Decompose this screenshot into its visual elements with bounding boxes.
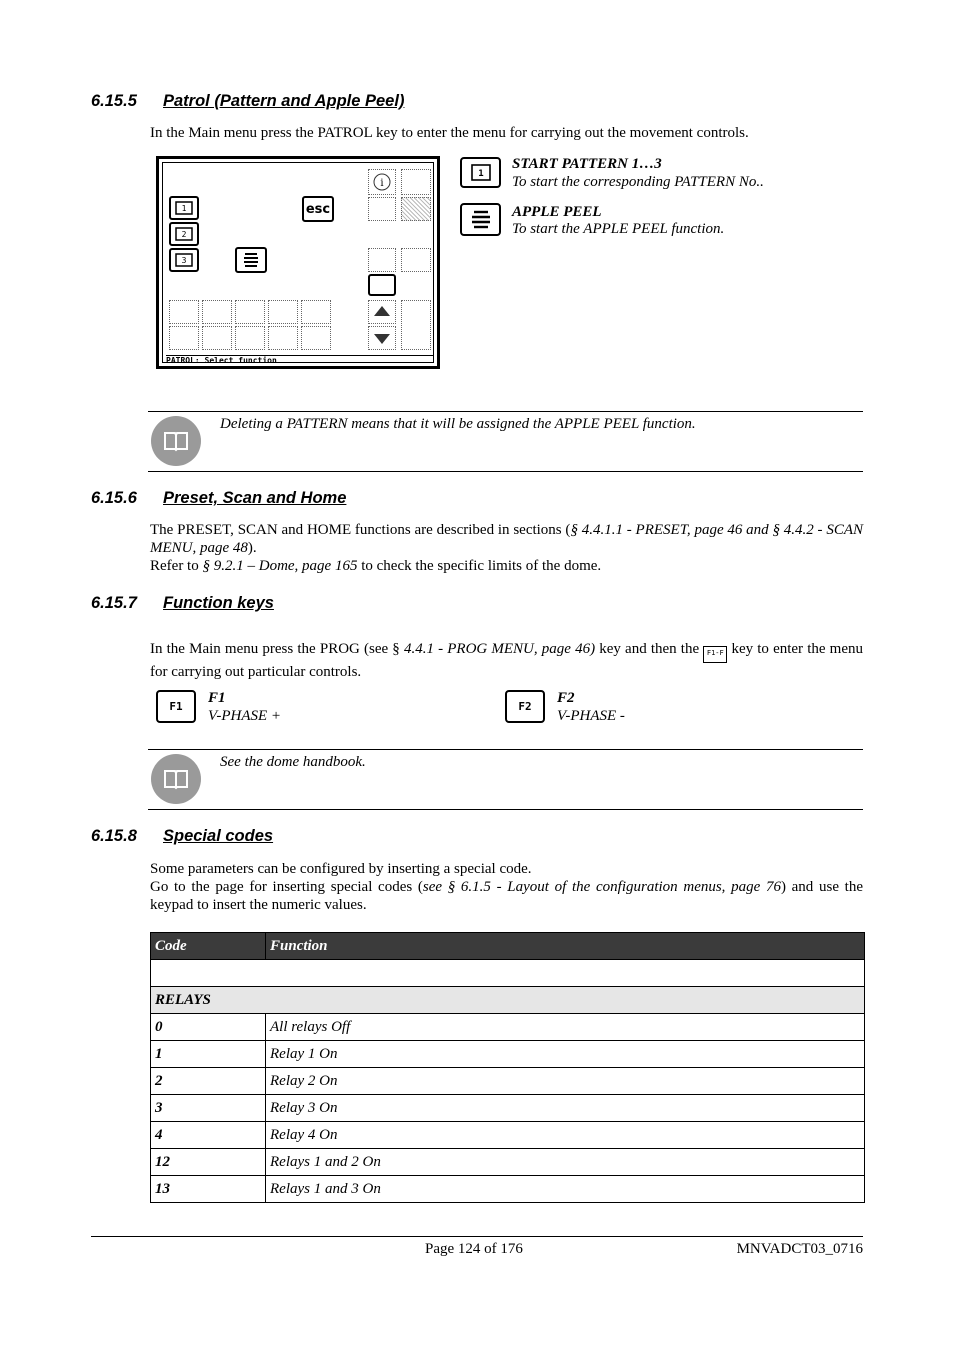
- note-box-pattern: [148, 411, 863, 472]
- prog-menu-link[interactable]: 4.4.1 - PROG MENU, page 46): [403, 641, 596, 657]
- start-pattern-title: START PATTERN 1…3: [512, 156, 662, 172]
- table-row: 3 Relay 3 On: [151, 1095, 865, 1122]
- grey-button-5: [401, 300, 431, 350]
- grey-button-4: [401, 248, 431, 272]
- screen-status-line: PATROL: Select function: [166, 355, 434, 366]
- preset-link[interactable]: § 4.4.1.1 - PRESET, page 46 and § 4.4.2 - SCAN MENU, page 48: [150, 522, 863, 556]
- grey-button-row1-3: [235, 300, 265, 324]
- column-header-function: Function: [266, 933, 865, 960]
- grey-button-2: [401, 197, 431, 221]
- pattern-3-key: [169, 248, 199, 272]
- apple-peel-title: APPLE PEEL: [512, 204, 602, 220]
- table-row: 0 All relays Off: [151, 1014, 865, 1041]
- grey-button-row2-2: [202, 326, 232, 350]
- f2-title: F2: [557, 690, 575, 706]
- table-row: 2 Relay 2 On: [151, 1068, 865, 1095]
- section-heading-6-15-6: 6.15.6 Preset, Scan and Home: [91, 489, 347, 507]
- up-arrow-icon: [368, 300, 396, 324]
- function-keys-intro: In the Main menu press the PROG (see § 4.4.1 - PROG MENU, page 46) key and then the F1-F key to enter the menu for carrying out particular controls.: [150, 641, 863, 680]
- table-header-row: [151, 933, 865, 960]
- footer-divider: [91, 1236, 863, 1237]
- pattern-1-icon: [460, 157, 501, 188]
- swap-arrows-icon: [401, 169, 431, 195]
- note-text-pattern: Deleting a PATTERN means that it will be assigned the APPLE PEEL function.: [220, 416, 696, 432]
- table-group-row: RELAYS: [151, 987, 865, 1014]
- f1-desc: V-PHASE +: [208, 708, 282, 724]
- apple-peel-screen-key: [235, 247, 267, 273]
- svg-text:2: 2: [181, 230, 187, 239]
- square-icon: [368, 274, 396, 296]
- svg-text:i: i: [380, 178, 384, 189]
- svg-text:1: 1: [477, 168, 484, 179]
- function-key-inline-icon: F1-F: [703, 646, 727, 663]
- f2-key-icon: F2: [505, 690, 545, 723]
- table-row: 12 Relays 1 and 2 On: [151, 1149, 865, 1176]
- svg-text:1: 1: [181, 204, 187, 213]
- grey-button-row2-1: [169, 326, 199, 350]
- grey-button-row2-4: [268, 326, 298, 350]
- table-row: 1 Relay 1 On: [151, 1041, 865, 1068]
- f1-key-icon: F1: [156, 690, 196, 723]
- patrol-intro: In the Main menu press the PATROL key to enter the menu for carrying out the movement controls.: [150, 125, 749, 141]
- patrol-screen-figure: [156, 156, 440, 369]
- note-text-dome: See the dome handbook.: [220, 754, 366, 770]
- f1-title: F1: [208, 690, 226, 706]
- table-spacer-row: [151, 960, 865, 987]
- grey-button-row1-1: [169, 300, 199, 324]
- config-menu-link[interactable]: see § 6.1.5 - Layout of the configuration menus, page 76: [422, 879, 781, 895]
- note-box-dome: [148, 749, 863, 810]
- pattern-2-key: [169, 222, 199, 246]
- f2-desc: V-PHASE -: [557, 708, 625, 724]
- grey-button-row2-3: [235, 326, 265, 350]
- pattern-1-key: [169, 196, 199, 220]
- grey-button-row1-2: [202, 300, 232, 324]
- special-codes-text: Some parameters can be configured by inserting a special code. Go to the page for inserting special codes (see § 6.1.5 - Layout of the configuration menus, page 76) and use the keypad to insert the numeric values.: [150, 861, 863, 913]
- grey-button-3: [368, 248, 396, 272]
- section-heading-6-15-5: 6.15.5 Patrol (Pattern and Apple Peel): [91, 92, 405, 110]
- section-heading-6-15-7: 6.15.7 Function keys: [91, 594, 274, 612]
- column-header-code: Code: [151, 933, 266, 960]
- grey-button-row1-4: [268, 300, 298, 324]
- special-codes-table: [150, 932, 865, 1203]
- table-row: 4 Relay 4 On: [151, 1122, 865, 1149]
- start-pattern-desc: To start the corresponding PATTERN No..: [512, 174, 764, 190]
- down-arrow-icon: [368, 326, 396, 350]
- dome-link[interactable]: § 9.2.1 – Dome, page 165: [202, 558, 358, 574]
- apple-peel-desc: To start the APPLE PEEL function.: [512, 221, 725, 237]
- grey-button-1: [368, 197, 396, 221]
- table-row: 13 Relays 1 and 3 On: [151, 1176, 865, 1203]
- grey-button-row1-5: [301, 300, 331, 324]
- book-icon: [151, 754, 201, 804]
- svg-text:3: 3: [181, 256, 187, 265]
- document-id: MNVADCT03_0716: [736, 1241, 863, 1257]
- grey-button-row2-5: [301, 326, 331, 350]
- book-icon: [151, 416, 201, 466]
- info-icon: [368, 169, 396, 195]
- section-heading-6-15-8: 6.15.8 Special codes: [91, 827, 274, 845]
- page-number: Page 124 of 176: [425, 1241, 523, 1257]
- esc-key: esc: [302, 196, 334, 222]
- apple-peel-icon: [460, 203, 501, 236]
- preset-scan-home-text: The PRESET, SCAN and HOME functions are described in sections (§ 4.4.1.1 - PRESET, page 46 and § 4.4.2 - SCAN MENU, page 48). Refer to § 9.2.1 – Dome, page 165 to check the specific limits of the dome.: [150, 522, 863, 574]
